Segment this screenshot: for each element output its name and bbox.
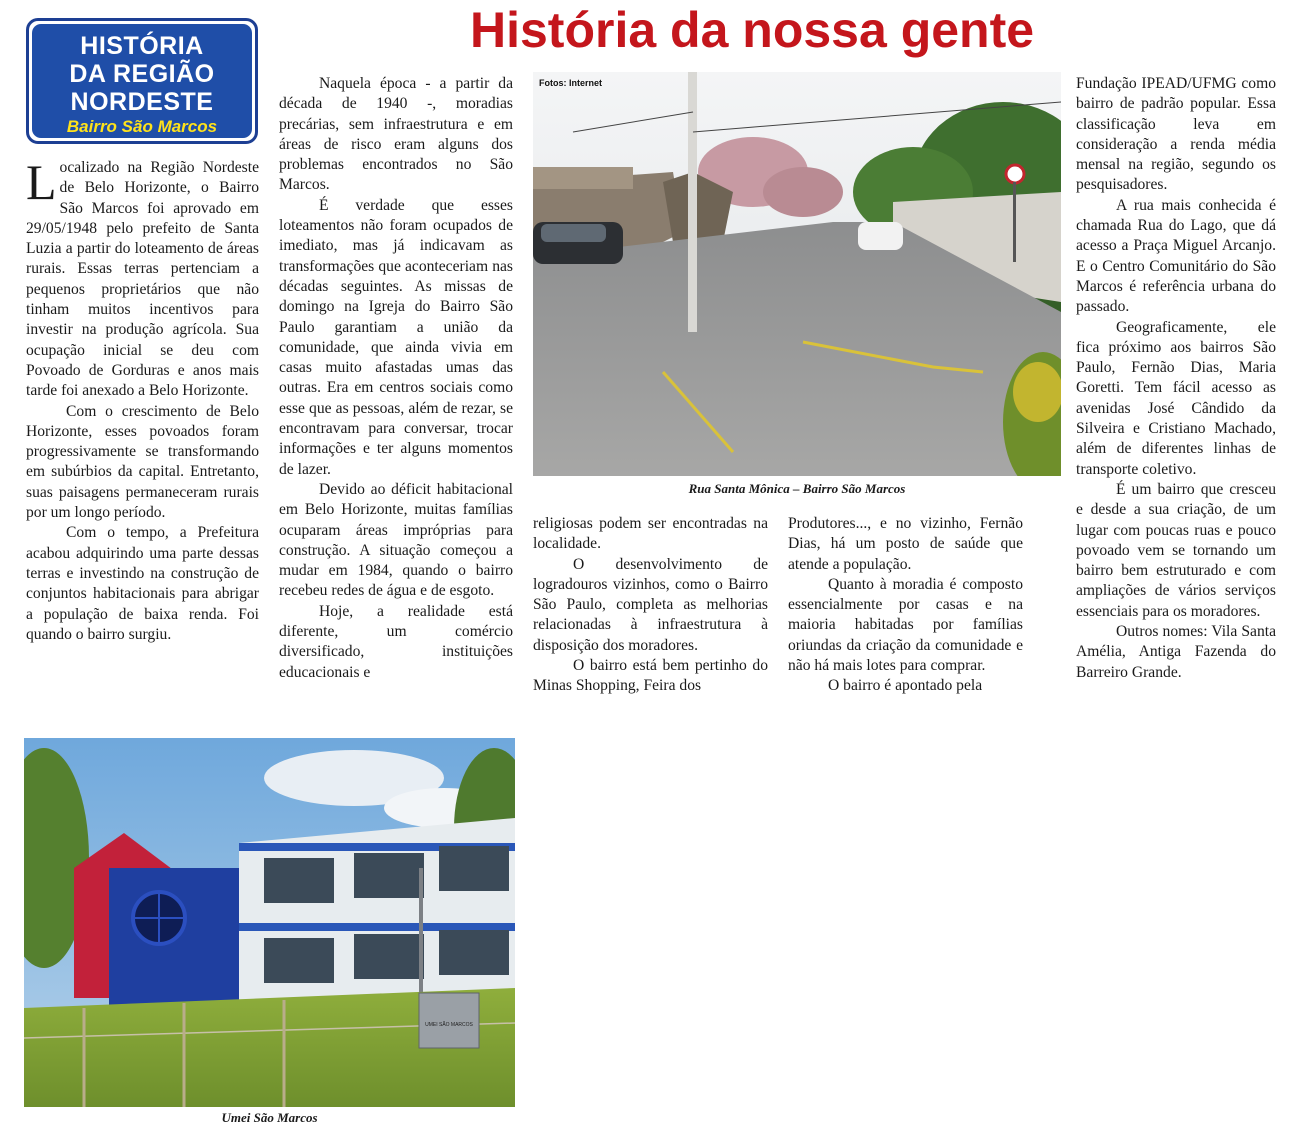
- street-photo: [533, 72, 1061, 476]
- col2-paragraph-3: Devido ao déficit habitacional em Belo Horizonte, muitas famílias ocuparam áreas impróprias para construção. A situação começou a mudar em 1984, quando o bairro recebeu redes de água e de esgoto.: [279, 480, 513, 600]
- photo-credit: Fotos: Internet: [539, 78, 602, 88]
- col3-paragraph-1: religiosas podem ser encontradas na localidade.: [533, 515, 768, 553]
- col1-paragraph-3: Com o tempo, a Prefeitura acabou adquirindo uma parte dessas terras e investindo na construção de conjuntos habitacionais para abrigar a população de baixa renda. Foi quando o bairro surgiu.: [26, 524, 259, 643]
- badge-title-line-2: DA REGIÃO: [69, 60, 215, 88]
- col5-paragraph-4: É um bairro que cresceu e desde a sua criação, de um lugar com poucas ruas e pouco povoado vem se tornando um bairro bem estruturado e com ampliações de vários serviços essenciais para os moradores.: [1076, 480, 1276, 620]
- col1-paragraph-1-text: ocalizado na Região Nordeste de Belo Horizonte, o Bairro São Marcos foi aprovado em 29/05/1948 pelo prefeito de Santa Luzia a partir do loteamento de áreas rurais. Essas terras pertenciam a pequenos proprietários que não tinham muitos incentivos para investir na produção agrícola. Sua ocupação inicial se deu com Povoado de Gorduras e anos mais tarde foi anexado a Belo Horizonte.: [26, 159, 259, 400]
- col4-paragraph-1: Produtores..., e no vizinho, Fernão Dias, há um posto de saúde que atende a população.: [788, 515, 1023, 573]
- badge-title-line-1: HISTÓRIA: [80, 32, 204, 60]
- article-column-3: [533, 514, 768, 697]
- col5-paragraph-2: A rua mais conhecida é chamada Rua do Lago, que dá acesso a Praça Miguel Arcanjo. E o Centro Comunitário do São Marcos é referência urbana do passado.: [1076, 196, 1276, 316]
- badge-subtitle: Bairro São Marcos: [66, 117, 218, 136]
- col2-paragraph-4: Hoje, a realidade está diferente, um comércio diversificado, instituições educacionais e: [279, 602, 513, 681]
- col1-paragraph-2: Com o crescimento de Belo Horizonte, esses povoados foram progressivamente se transformando em subúrbios da capital. Entretanto, suas paisagens permaneceram rurais por um longo período.: [26, 402, 259, 522]
- section-badge-inner: [32, 24, 252, 138]
- col5-paragraph-3: Geograficamente, ele fica próximo aos bairros São Paulo, Fernão Dias, Maria Goretti. Tem fácil acesso as avenidas José Cândido da Silveira e Cristiano Machado, além de diferentes linhas de transporte coletivo.: [1076, 318, 1276, 478]
- article-column-4: [788, 514, 1023, 697]
- school-photo-caption: Umei São Marcos: [221, 1110, 318, 1125]
- col2-paragraph-1: Naquela época - a partir da década de 1940 -, moradias precárias, sem infraestrutura e em áreas de risco eram alguns dos problemas encontrados no São Marcos.: [279, 75, 513, 194]
- col4-paragraph-2: Quanto à moradia é composto essencialmente por casas e na maioria habitadas por famílias oriundas da criação da comunidade e não há mais lotes para comprar.: [788, 575, 1023, 675]
- col5-paragraph-5: Outros nomes: Vila Santa Amélia, Antiga Fazenda do Barreiro Grande.: [1076, 623, 1276, 681]
- school-sign-text: UMEI SÃO MARCOS: [425, 1022, 473, 1028]
- col1-paragraph-1: [26, 154, 259, 402]
- article-column-5: [1076, 74, 1276, 683]
- street-photo-caption: Rua Santa Mônica – Bairro São Marcos: [688, 481, 906, 496]
- street-photo-illustration: [533, 72, 1061, 476]
- section-badge: [26, 18, 258, 144]
- col5-paragraph-1: Fundação IPEAD/UFMG como bairro de padrão popular. Essa classificação leva em consideração a renda média mensal na região, segundo os pesquisadores.: [1076, 75, 1276, 194]
- drop-cap: L: [26, 154, 57, 210]
- school-photo: [24, 738, 515, 1107]
- school-photo-illustration: [24, 738, 515, 1107]
- col3-paragraph-2: O desenvolvimento de logradouros vizinhos, como o Bairro São Paulo, completa as melhorias relacionadas à infraestrutura à disposição dos moradores.: [533, 555, 768, 654]
- article-column-2: [279, 74, 513, 683]
- col4-paragraph-3: O bairro é apontado pela: [828, 677, 983, 695]
- badge-title-line-3: NORDESTE: [70, 88, 214, 116]
- col2-paragraph-2: É verdade que esses loteamentos não foram ocupados de imediato, mas já indicavam as transformações que aconteceriam nas décadas seguintes. As missas de domingo na Igreja do Bairro São Paulo garantiam a união da comunidade, que ainda vivia em casas muito afastadas umas das outras. Era em centros sociais como esse que as pessoas, além de rezar, se encontravam para conversar, trocar informações e ter alguns momentos de lazer.: [279, 196, 513, 478]
- page-headline: História da nossa gente: [470, 2, 1035, 58]
- col3-paragraph-3: O bairro está bem pertinho do Minas Shopping, Feira dos: [533, 657, 768, 695]
- article-column-1: [26, 154, 259, 645]
